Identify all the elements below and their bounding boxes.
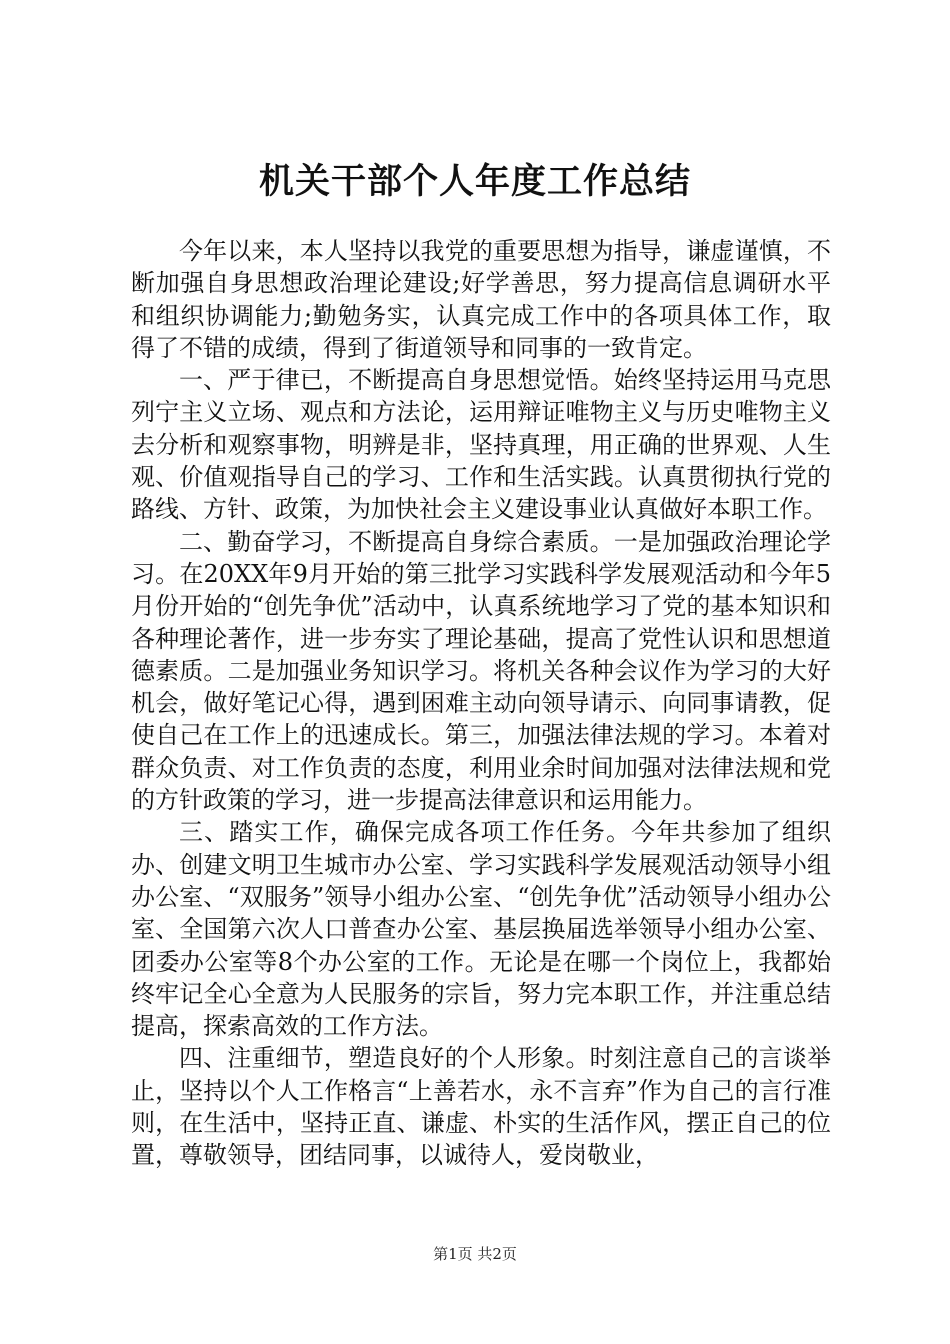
- page-number-footer: 第1页 共2页: [433, 1245, 517, 1263]
- document-body: [131, 235, 831, 1172]
- paragraph-section-3: 三、踏实工作，确保完成各项工作任务。今年共参加了组织办、创建文明卫生城市办公室、学习实践科学发展观活动领导小组办公室、“双服务”领导小组办公室、“创先争优”活动领导小组办公室、全国第六次人口普查办公室、基层换届选举领导小组办公室、团委办公室等8个办公室的工作。无论是在哪一个岗位上，我都始终牢记全心全意为人民服务的宗旨，努力完本职工作，并注重总结提高，探索高效的工作方法。: [131, 818, 831, 1041]
- paragraph-section-4: 四、注重细节，塑造良好的个人形象。时刻注意自己的言谈举止，坚持以个人工作格言“上善若水，永不言弃”作为自己的言行准则，在生活中，坚持正直、谦虚、朴实的生活作风，摆正自己的位置，尊敬领导，团结同事，以诚待人，爱岗敬业，: [131, 1044, 831, 1170]
- document-title: 机关干部个人年度工作总结: [258, 161, 691, 202]
- paragraph-section-2: 二、勤奋学习，不断提高自身综合素质。一是加强政治理论学习。在20XX年9月开始的第三批学习实践科学发展观活动和今年5月份开始的“创先争优”活动中，认真系统地学习了党的基本知识和各种理论著作，进一步夯实了理论基础，提高了党性认识和思想道德素质。二是加强业务知识学习。将机关各种会议作为学习的大好机会，做好笔记心得，遇到困难主动向领导请示、向同事请教，促使自己在工作上的迅速成长。第三，加强法律法规的学习。本着对群众负责、对工作负责的态度，利用业余时间加强对法律法规和党的方针政策的学习，进一步提高法律意识和运用能力。: [131, 527, 831, 815]
- paragraph-section-1: 一、严于律已，不断提高自身思想觉悟。始终坚持运用马克思列宁主义立场、观点和方法论，运用辩证唯物主义与历史唯物主义去分析和观察事物，明辨是非，坚持真理，用正确的世界观、人生观、价值观指导自己的学习、工作和生活实践。认真贯彻执行党的路线、方针、政策，为加快社会主义建设事业认真做好本职工作。: [131, 366, 831, 524]
- paragraph-intro: 今年以来，本人坚持以我党的重要思想为指导，谦虚谨慎，不断加强自身思想政治理论建设;好学善思，努力提高信息调研水平和组织协调能力;勤勉务实，认真完成工作中的各项具体工作，取得了不错的成绩，得到了街道领导和同事的一致肯定。: [131, 237, 831, 362]
